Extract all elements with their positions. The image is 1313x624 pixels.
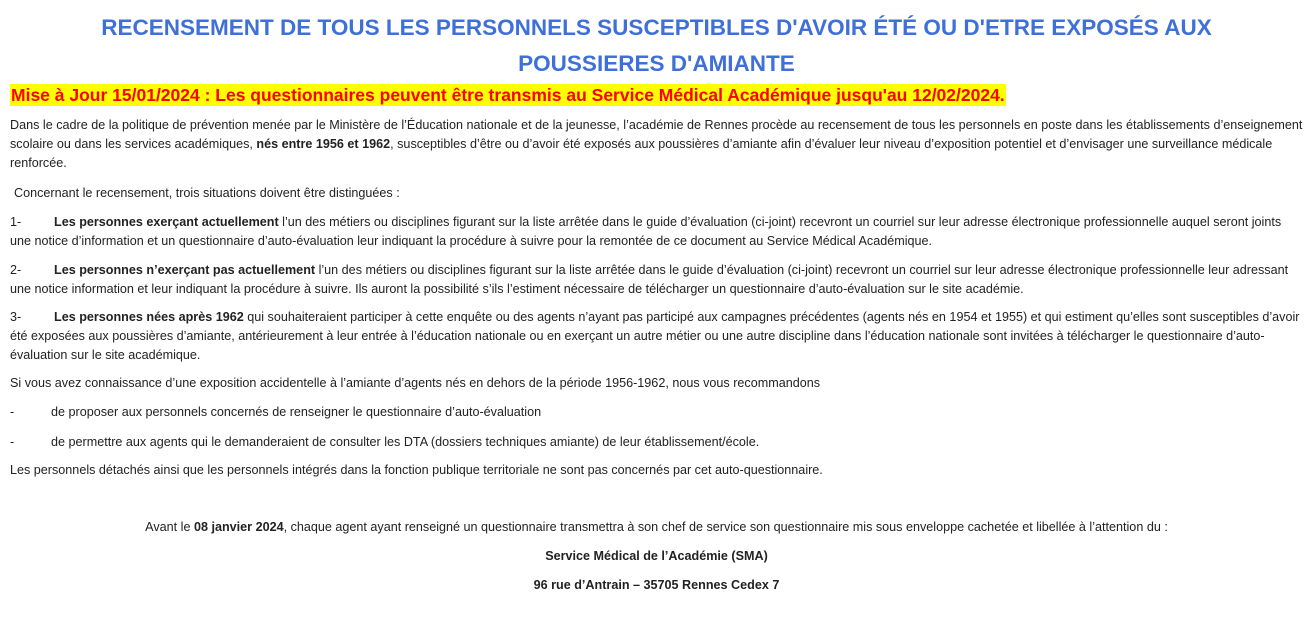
dash-bullet: -: [10, 405, 15, 419]
update-banner: Mise à Jour 15/01/2024 : Les questionnaires peuvent être transmis au Service Médical Académique jusqu'au 12/02/2024.: [11, 85, 1005, 105]
deadline-paragraph: [10, 518, 1303, 537]
dash-bullet: -: [10, 435, 15, 449]
item-number: 1-: [10, 215, 22, 229]
not-concerned-paragraph: Les personnels détachés ainsi que les personnels intégrés dans la fonction publique territoriale ne sont pas concernés par cet auto-questionnaire.: [10, 463, 823, 477]
recommendation-item-2: [10, 433, 1303, 452]
recommendation-text: de permettre aux agents qui le demanderaient de consulter les DTA (dossiers techniques amiante) de leur établissement/école.: [51, 435, 760, 449]
recommendation-item-1: [10, 403, 1303, 422]
situation-item-2: [10, 261, 1303, 299]
intro-text-start: Dans le cadre de la politique de prévention menée par le Ministère de l’Éducation nationale et de la jeunesse, l’académie de Rennes procède au recensement de tous les personnels en poste dans les établissements d’enseignement scolaire ou dans les services académiques,: [10, 118, 1303, 151]
item-text: l’un des métiers ou disciplines figurant sur la liste arrêtée dans le guide d’évaluation (ci-joint) recevront un courriel sur leur adresse électronique professionnelle leur adressant une notice information et leur indiquant la procédure à suivre. Ils auront la possibilité s’ils l’estiment nécessaire de télécharger un questionnaire d’auto-évaluation sur le site académie.: [10, 263, 1289, 296]
item-number: 2-: [10, 263, 22, 277]
item-heading: Les personnes nées après 1962: [54, 310, 244, 324]
document-page: [0, 10, 1313, 624]
situations-intro: Concernant le recensement, trois situations doivent être distinguées :: [14, 186, 400, 200]
recommendation-text: de proposer aux personnels concernés de renseigner le questionnaire d’auto-évaluation: [51, 405, 542, 419]
intro-birth-years: nés entre 1956 et 1962: [256, 137, 391, 151]
intro-paragraph: [10, 116, 1303, 173]
page-title: RECENSEMENT DE TOUS LES PERSONNELS SUSCEPTIBLES D'AVOIR ÉTÉ OU D'ETRE EXPOSÉS AUX POUSSIERES D'AMIANTE: [101, 15, 1212, 76]
situation-item-1: [10, 213, 1303, 251]
item-text: l’un des métiers ou disciplines figurant sur la liste arrêtée dans le guide d’évaluation (ci-joint) recevront un courriel sur leur adresse électronique professionnelle auquel seront joints une notice d’information et un questionnaire d’auto-évaluation leur indiquant la procédure à suivre pour la remontée de ce document au Service Médical Académique.: [10, 215, 1282, 248]
service-address: 96 rue d’Antrain – 35705 Rennes Cedex 7: [533, 578, 780, 592]
deadline-text-start: Avant le: [145, 520, 194, 534]
deadline-date: 08 janvier 2024: [193, 520, 284, 534]
accidental-exposure-paragraph: Si vous avez connaissance d’une exposition accidentelle à l’amiante d’agents nés en dehors de la période 1956-1962, nous vous recommandons: [10, 376, 821, 390]
item-heading: Les personnes exerçant actuellement: [54, 215, 279, 229]
deadline-text-end: , chaque agent ayant renseigné un questionnaire transmettra à son chef de service son questionnaire mis sous enveloppe cachetée et libellée à l’attention du :: [283, 520, 1168, 534]
item-heading: Les personnes n’exerçant pas actuellement: [54, 263, 316, 277]
item-text: qui souhaiteraient participer à cette enquête ou des agents n’ayant pas participé aux campagnes précédentes (agents nés en 1954 et 1955) et qui estiment qu’elles sont susceptibles d’avoir été exposées aux poussières d’amiante, antérieurement à leur entrée à l’éducation nationale ou en exerçant un autre métier ou une autre discipline dans l’éducation nationale sont invitées à télécharger le questionnaire d’auto-évaluation sur le site académique.: [10, 310, 1300, 362]
situation-item-3: [10, 308, 1303, 365]
service-name: Service Médical de l’Académie (SMA): [545, 549, 768, 563]
item-number: 3-: [10, 310, 22, 324]
intro-text-end: , susceptibles d’être ou d’avoir été exposés aux poussières d’amiante afin d’évaluer leur niveau d’exposition potentiel et d’envisager une surveillance médicale renforcée.: [10, 137, 1273, 170]
